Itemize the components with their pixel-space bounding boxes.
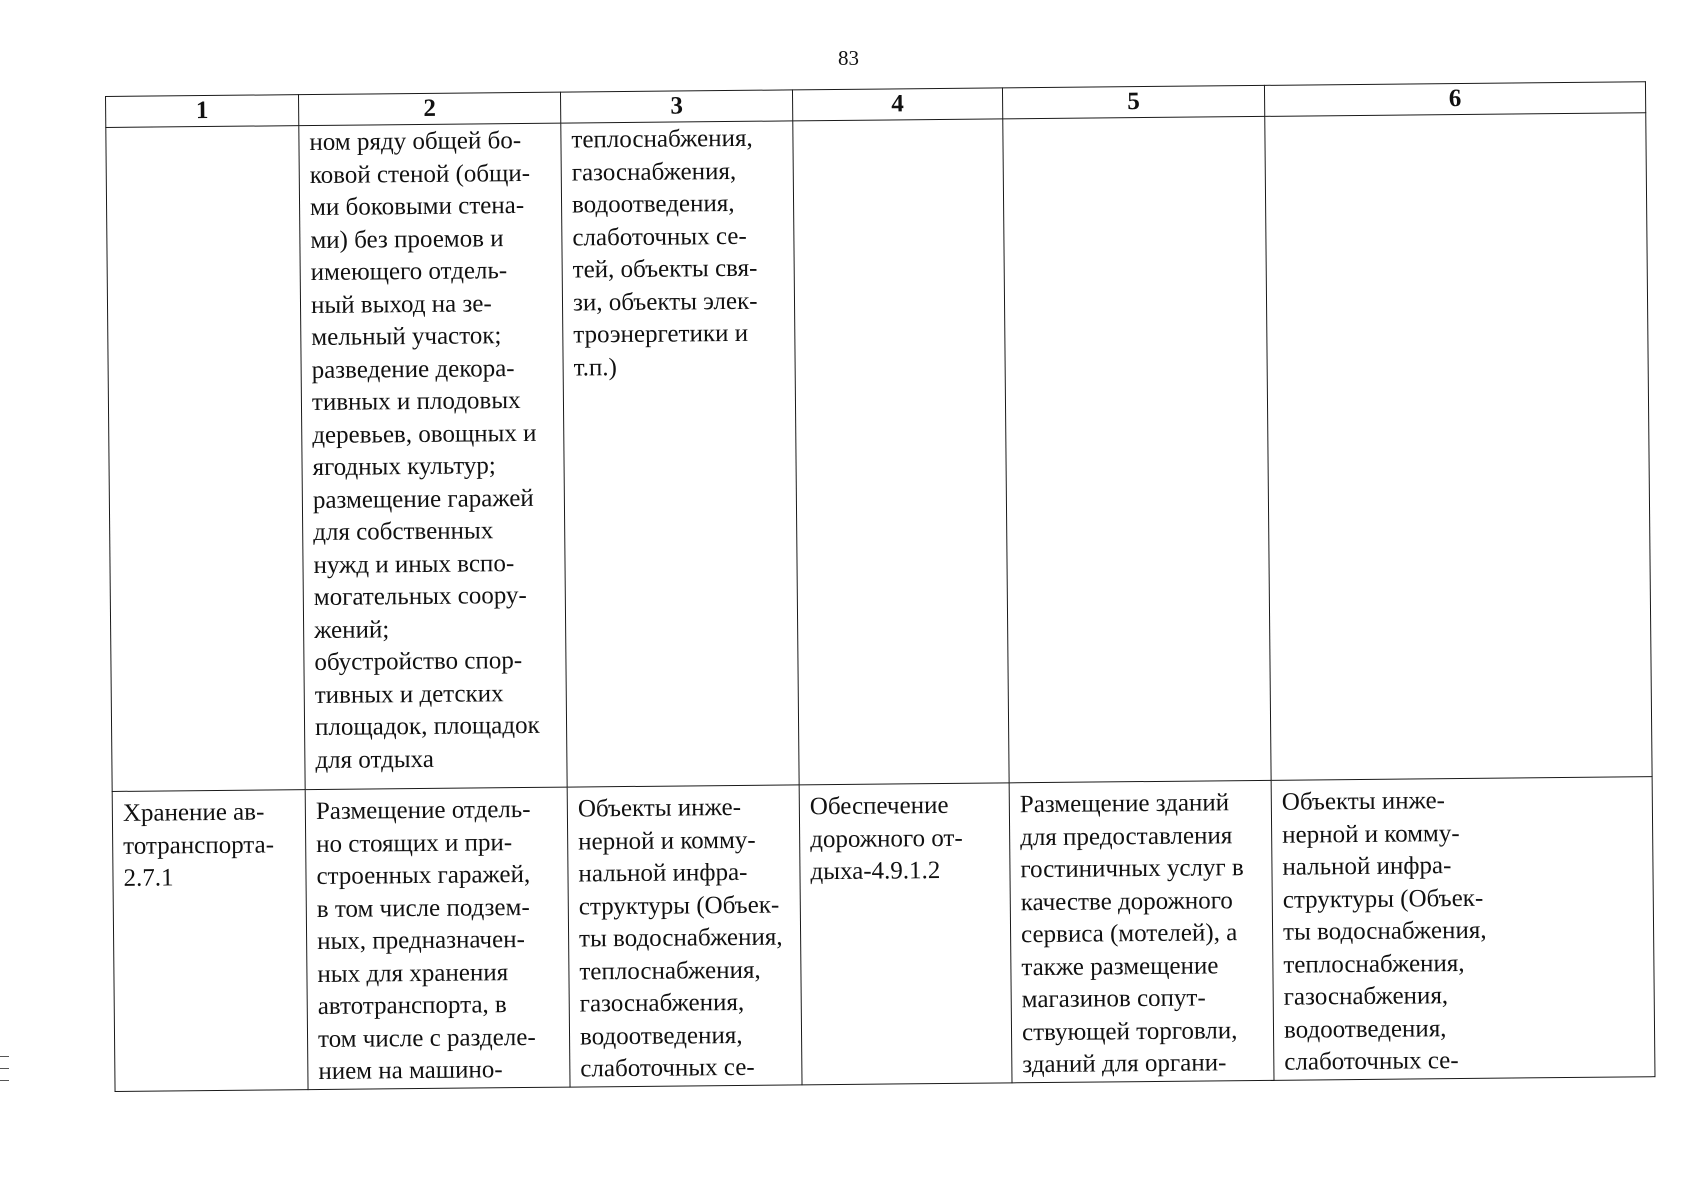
cell-text — [1275, 114, 1635, 117]
table-cell — [106, 126, 305, 792]
table-cell — [799, 783, 1012, 1085]
table-cell — [1265, 113, 1652, 781]
document-sheet — [105, 81, 1654, 1091]
column-header: 3 — [560, 90, 792, 123]
column-header: 5 — [1002, 85, 1264, 119]
cell-text: Хранение ав- тотранспорта- 2.7.1 — [122, 798, 275, 892]
cell-text: Объекты инже- нерной и комму- нальной инфра- структуры (Объек- ты водоснабжения, теплоснабжения, газоснабжения, водоотведения, слаботочных се- — [1281, 787, 1487, 1076]
land-use-table — [105, 81, 1655, 1091]
table-cell — [112, 790, 308, 1091]
table-cell — [1003, 116, 1271, 782]
cell-text: теплоснабжения, газоснабжения, водоотведения, слаботочных се- тей, объекты свя- зи, объекты элек- троэнергетики и т.п.) — [571, 124, 758, 382]
table-cell — [1271, 777, 1655, 1080]
column-header: 4 — [792, 88, 1002, 121]
cell-text: Размещение зданий для предоставления гостиничных услуг в качестве дорожного сервиса (мотелей), а также размещение магазинов сопут- ствующей торговли, зданий для органи- — [1019, 789, 1244, 1079]
table-row — [106, 113, 1652, 792]
page-number: 83 — [838, 46, 859, 70]
cell-text: ном ряду общей бо- ковой стеной (общи- ми боковыми стена- ми) без проемов и имеющего отдель- ный выход на зе- мельный участок; разведение декора- тивных и плодовых деревьев, овощных и ягодных культур; размещение гаражей для собственных нужд и иных вспо- могательных соору- жений; обустройство спор- тивных и детских площадок, площадок для отдыха — [309, 127, 540, 774]
scan-edge-mark — [0, 1056, 9, 1057]
cell-text: Размещение отдель- но стоящих и при- строенных гаражей, в том числе подзем- ных, предназначен- ных для хранения автотранспорта, в том числе с разделе- нием на машино- — [315, 795, 536, 1085]
table-cell — [299, 123, 567, 789]
cell-text — [116, 127, 288, 129]
cell-text: Обеспечение дорожного от- дыха-4.9.1.2 — [809, 791, 963, 886]
cell-text — [1013, 118, 1254, 120]
table-row — [112, 777, 1655, 1091]
table-cell — [561, 121, 799, 787]
column-header: 1 — [106, 95, 299, 128]
column-header: 6 — [1264, 82, 1645, 117]
scan-edge-mark — [0, 1068, 9, 1069]
table-cell — [793, 119, 1009, 785]
column-header: 2 — [298, 92, 560, 126]
cell-text — [803, 120, 992, 122]
cell-text: Объекты инже- нерной и комму- нальной инфра- структуры (Объек- ты водоснабжения, теплоснабжения, газоснабжения, водоотведения, слаботочных се- — [577, 793, 783, 1083]
scan-edge-mark — [0, 1080, 9, 1081]
table-cell — [1009, 780, 1274, 1082]
table-cell — [305, 787, 570, 1089]
table-cell — [567, 785, 802, 1087]
